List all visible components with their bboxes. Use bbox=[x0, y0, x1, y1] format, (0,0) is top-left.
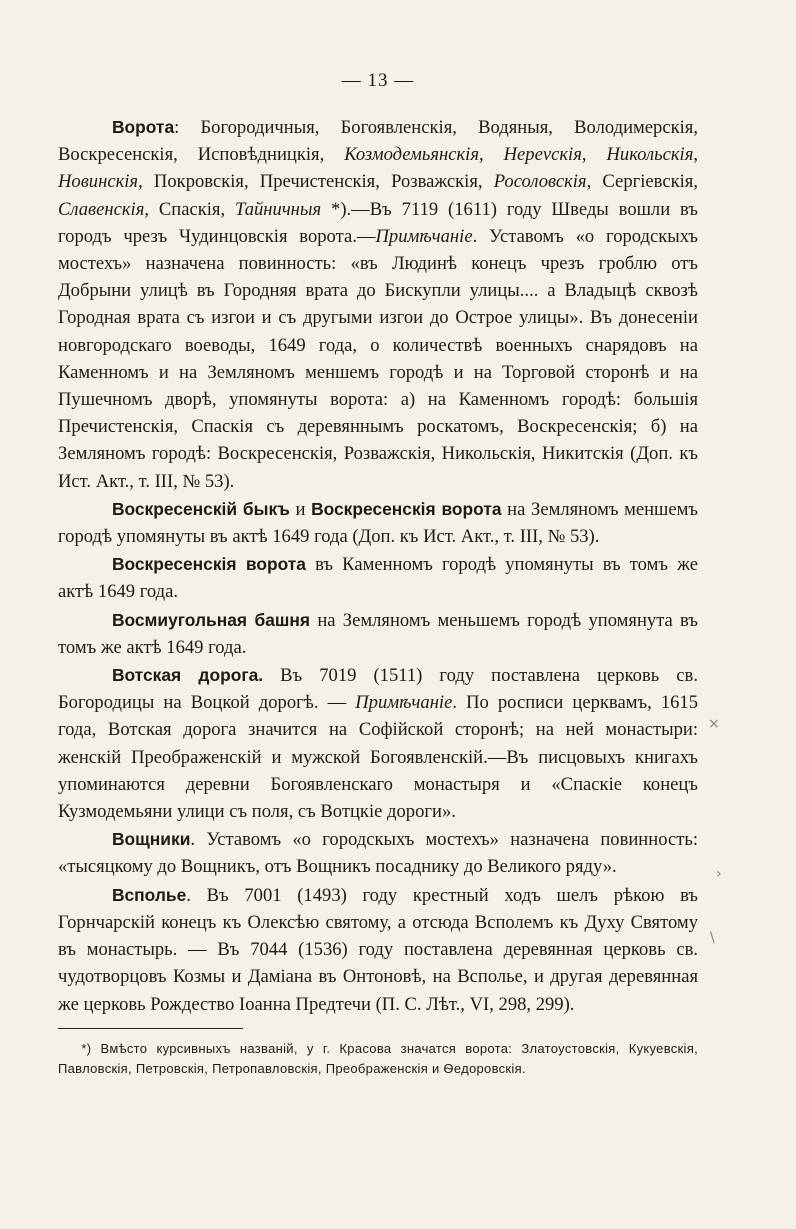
entry-text: , bbox=[693, 144, 699, 166]
margin-mark: \ bbox=[710, 930, 715, 946]
entry-text: , Сергіевскія, bbox=[586, 171, 698, 193]
italic-name: Тайничныя bbox=[235, 198, 322, 220]
entry-text: и bbox=[289, 498, 312, 520]
italic-name: Примѣчаніе bbox=[375, 225, 473, 247]
italic-name: Новинскія bbox=[58, 171, 139, 193]
entry-text: . По росписи церквамъ, 1615 года, Вотская дорога значится на Софійской сторонѣ; на ней монастыри: женскій Преображенскій и мужской Богоявленскій.—Въ писцовыхъ книгахъ упоминаются деревни Богоявленскаго монастыря и «Спаскіе конецъ Кузмодемьяни улици съ поля, съ Вотцкіе дороги». bbox=[58, 692, 699, 823]
footnote-divider bbox=[58, 1028, 243, 1029]
entry-text: , Спаскія, bbox=[144, 198, 236, 220]
entry-paragraph bbox=[58, 496, 698, 550]
entry-term: Воскресенскія ворота bbox=[111, 554, 306, 575]
entry-text: на Земляномъ меншемъ городѣ упомянуты въ актѣ 1649 года (Доп. къ Ист. Акт., т. III, № 53). bbox=[58, 498, 698, 548]
entry-paragraph bbox=[58, 882, 698, 1018]
entry-text: , bbox=[479, 144, 504, 166]
margin-mark: × bbox=[708, 716, 720, 732]
entry-text: . Уставомъ «о городскыхъ мостехъ» назначена повинность: «въ Людинѣ конецъ чрезъ гроблю отъ Добрыни улицѣ въ Городняя врата до Бискупли улицы.... а Владыцѣ сквозѣ Городная врата съ изгои и съ другыми изгои до Острое улицы». Въ донесеніи новгородскаго воеводы, 1649 года, о количествѣ военныхъ снарядовъ на Каменномъ и на Земляномъ меншемъ городѣ и на Торговой сторонѣ и на Пушечномъ дворѣ, упомянуты ворота: а) на Каменномъ городѣ: большія Пречистенскія, Спаскія съ деревяннымъ роскатомъ, Воскресенскія; б) на Земляномъ городѣ: Воскресенскія, Розважскія, Никольскія, Никитскія (Доп. къ Ист. Акт., т. III, № 53). bbox=[58, 225, 698, 492]
entry-text: . Въ 7001 (1493) году крестный ходъ шелъ рѣкою въ Горнчарскій конецъ къ Олексѣю святому, а отсюда Всполемъ къ Духу Святому въ монастырь. — Въ 7044 (1536) году поставлена деревянная церковь св. чудотворцовъ Козмы и Даміана въ Онтоновѣ, на Всполье, и другая деревянная же церковь Рождество Іоанна Предтечи (П. С. Лѣт., VI, 298, 299). bbox=[58, 884, 698, 1015]
entry-term: Воскресенскій быкъ bbox=[111, 498, 290, 519]
entry-paragraph bbox=[58, 662, 698, 825]
italic-name: Нереvскія bbox=[503, 144, 582, 166]
entries-body bbox=[58, 114, 698, 1018]
entry-term: Ворота bbox=[111, 117, 175, 137]
entry-term: Воскресенскія ворота bbox=[311, 498, 502, 519]
margin-mark: › bbox=[716, 866, 722, 882]
entry-text: на Земляномъ меньшемъ городѣ упомянута въ томъ же актѣ 1649 года. bbox=[58, 609, 698, 658]
entry-text: *).—Въ 7119 (1611) году Шведы вошли въ городъ чрезъ Чудинцовскія ворота.— bbox=[58, 198, 698, 247]
italic-name: Никольскія bbox=[606, 144, 694, 166]
footnote: *) Вмѣсто курсивныхъ названій, у г. Красова значатся ворота: Златоустовскія, Кукуевскія, Павловскія, Петровскія, Петропавловскія, Преображенскія и Ѳедоровскія. bbox=[58, 1040, 698, 1076]
entry-text: , bbox=[581, 144, 607, 166]
entry-text: въ Каменномъ городѣ упомянуты въ томъ же актѣ 1649 года. bbox=[58, 554, 699, 603]
italic-name: Росоловскія bbox=[493, 171, 587, 193]
entry-paragraph bbox=[58, 826, 698, 880]
italic-name: Козмодемьянскія bbox=[344, 144, 479, 166]
entry-paragraph bbox=[58, 551, 698, 605]
document-page bbox=[58, 70, 698, 1079]
page-number: — 13 — bbox=[341, 70, 415, 91]
entry-term: Вотская дорога. bbox=[111, 665, 264, 686]
entry-term: Всполье bbox=[111, 884, 187, 905]
entry-term: Вощники bbox=[111, 829, 191, 850]
entry-paragraph bbox=[58, 607, 698, 661]
entry-text: . Уставомъ «о городскыхъ мостехъ» назначена повинность: «тысяцкому до Вощникъ, отъ Вощникъ посаднику до Великого ряду». bbox=[58, 829, 698, 878]
entry-term: Восмиугольная башня bbox=[111, 609, 311, 630]
italic-name: Славенскія bbox=[58, 198, 145, 220]
entry-paragraph bbox=[58, 114, 698, 495]
italic-name: Примѣчаніе bbox=[355, 692, 453, 714]
entry-text: : Богородичныя, Богоявленскія, Водяныя, Володимерскія, Воскресенскія, Исповѣдницкія, bbox=[58, 117, 698, 166]
entry-text: , Покровскія, Пречистенскія, Розважскія, bbox=[138, 171, 494, 193]
entry-text: Въ 7019 (1511) году поставлена церковь св. Богородицы на Воцкой дорогѣ. — bbox=[58, 665, 698, 714]
